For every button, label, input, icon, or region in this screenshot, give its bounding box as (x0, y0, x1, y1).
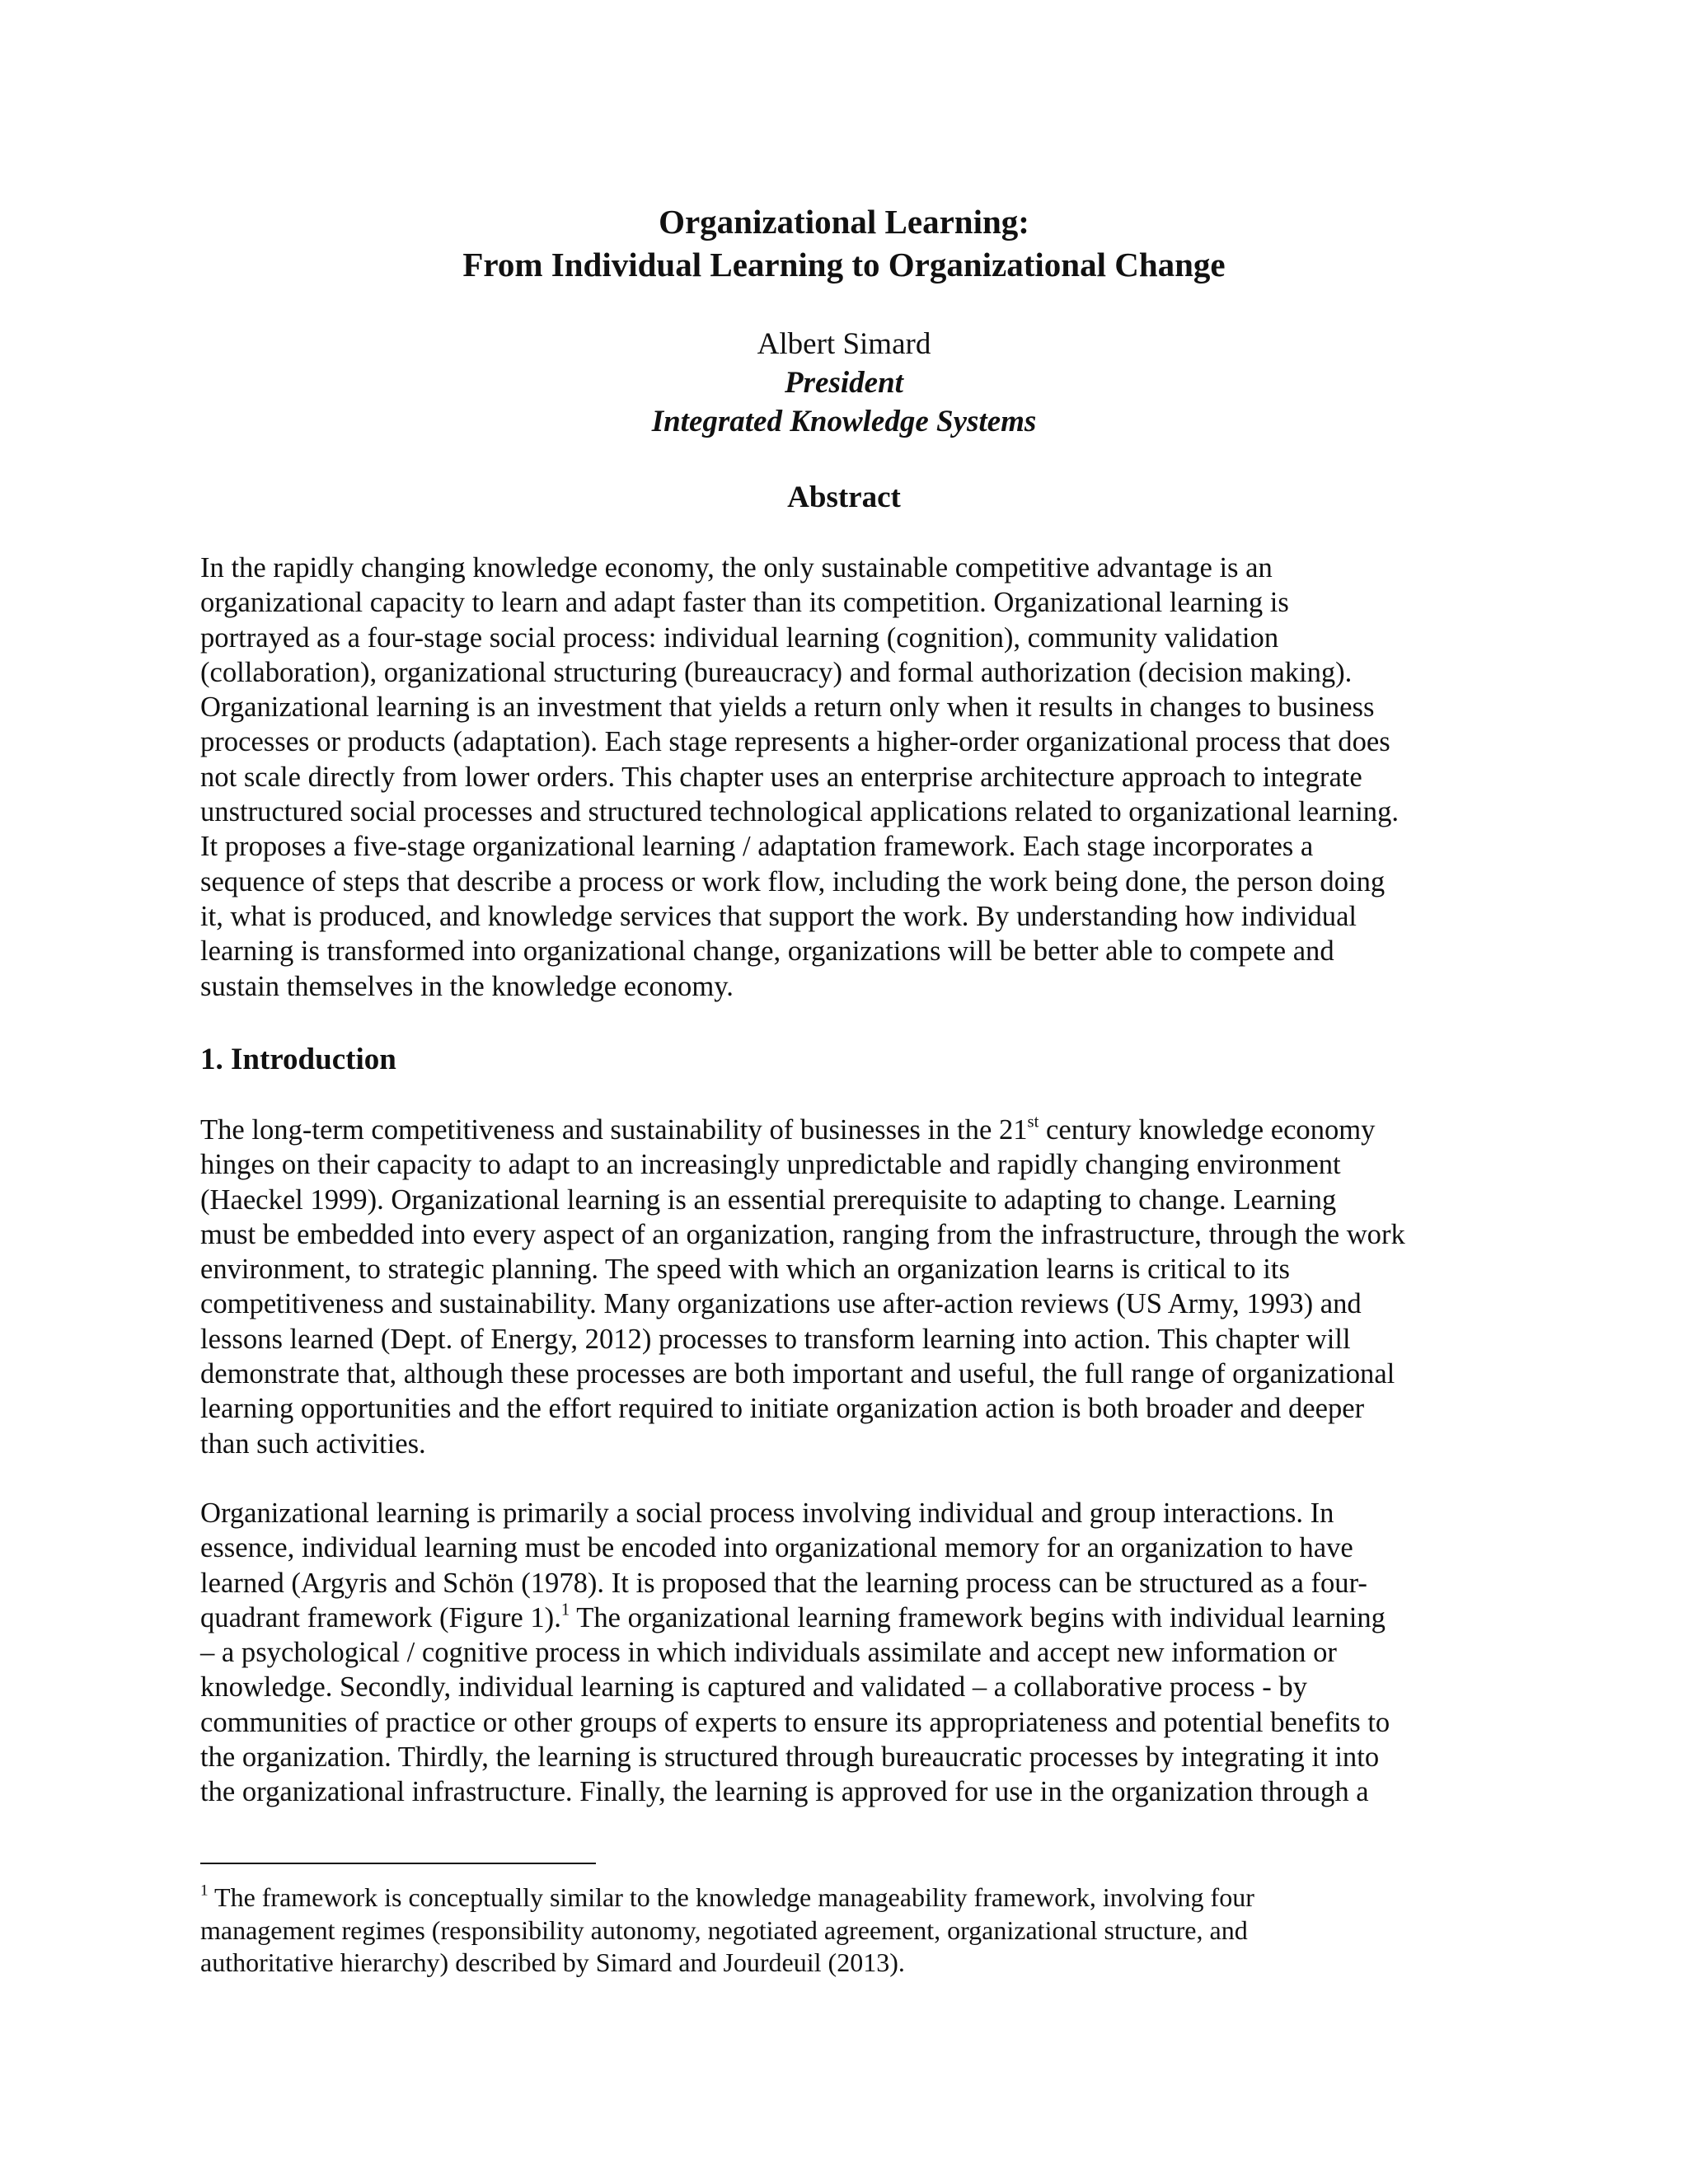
abstract-line: sequence of steps that describe a process or work flow, including the work being done, the person doing (200, 865, 1386, 898)
abstract-line: organizational capacity to learn and adapt faster than its competition. Organizational learning is (200, 587, 1289, 619)
paragraph-line: Organizational learning is primarily a social process involving individual and group interactions. In (200, 1497, 1334, 1529)
abstract-line: It proposes a five-stage organizational learning / adaptation framework. Each stage incorporates a (200, 831, 1314, 863)
abstract-line: unstructured social processes and structured technological applications related to organizational learning. (200, 796, 1400, 828)
paragraph-line (200, 1601, 1488, 1635)
abstract-heading: Abstract (787, 480, 901, 514)
title-line-2: From Individual Learning to Organizational Change (462, 246, 1226, 284)
author-role: President (785, 366, 903, 400)
abstract-line: sustain themselves in the knowledge economy. (200, 970, 734, 1002)
abstract-line: In the rapidly changing knowledge economy, the only sustainable competitive advantage is an (200, 552, 1273, 583)
footnote (200, 1882, 1488, 1980)
text-run: quadrant framework (Figure 1). (200, 1601, 561, 1633)
text-run: The organizational learning framework begins with individual learning (570, 1601, 1386, 1633)
paragraph-line: – a psychological / cognitive process in which individuals assimilate and accept new information or (200, 1637, 1337, 1669)
paragraph-line: learning opportunities and the effort required to initiate organization action is both broader and deeper (200, 1393, 1365, 1425)
superscript-st: st (1027, 1113, 1039, 1132)
paragraph-line: environment, to strategic planning. The speed with which an organization learns is critical to its (200, 1254, 1290, 1286)
footnote-reference[interactable]: 1 (560, 1601, 570, 1619)
text-run: The framework is conceptually similar to the knowledge manageability framework, involving four (208, 1882, 1254, 1912)
author-organization: Integrated Knowledge Systems (651, 405, 1037, 438)
footnote-line: authoritative hierarchy) described by Simard and Jourdeuil (2013). (200, 1947, 905, 1977)
introduction-paragraph-2 (200, 1496, 1488, 1810)
paragraph-line: essence, individual learning must be encoded into organizational memory for an organization to have (200, 1532, 1353, 1564)
abstract-paragraph (200, 551, 1488, 1004)
paragraph-line: knowledge. Secondly, individual learning is captured and validated – a collaborative process - by (200, 1671, 1308, 1704)
abstract-line: not scale directly from lower orders. This chapter uses an enterprise architecture approach to integrate (200, 761, 1362, 793)
abstract-line: it, what is produced, and knowledge services that support the work. By understanding how individual (200, 900, 1357, 932)
paragraph-line: learned (Argyris and Schön (1978). It is proposed that the learning process can be structured as a four- (200, 1567, 1367, 1599)
paragraph-line (200, 1113, 1488, 1147)
abstract-line: learning is transformed into organizational change, organizations will be better able to compete and (200, 935, 1334, 968)
paragraph-line: communities of practice or other groups of experts to ensure its appropriateness and potential benefits to (200, 1706, 1390, 1738)
footnote-line: management regimes (responsibility autonomy, negotiated agreement, organizational structure, and (200, 1915, 1248, 1945)
footnote-divider (200, 1863, 596, 1864)
text-run: century knowledge economy (1039, 1114, 1376, 1146)
paragraph-line: must be embedded into every aspect of an organization, ranging from the infrastructure, through the work (200, 1218, 1405, 1250)
abstract-line: processes or products (adaptation). Each stage represents a higher-order organizational process that does (200, 726, 1390, 758)
paragraph-line: lessons learned (Dept. of Energy, 2012) processes to transform learning into action. This chapter will (200, 1323, 1351, 1355)
introduction-paragraph-1 (200, 1113, 1488, 1461)
footnote-marker: 1 (200, 1882, 209, 1900)
title-line-1: Organizational Learning: (659, 203, 1029, 241)
abstract-line: Organizational learning is an investment that yields a return only when it results in changes to business (200, 691, 1375, 724)
paragraph-line: hinges on their capacity to adapt to an increasingly unpredictable and rapidly changing environment (200, 1149, 1341, 1181)
section-heading-introduction: 1. Introduction (200, 1043, 396, 1076)
text-run: The long-term competitiveness and sustainability of businesses in the 21 (200, 1114, 1028, 1146)
paragraph-line: (Haeckel 1999). Organizational learning is an essential prerequisite to adapting to change. Learning (200, 1183, 1337, 1216)
paragraph-line: than such activities. (200, 1427, 426, 1460)
paragraph-line: competitiveness and sustainability. Many organizations use after-action reviews (US Army, 1993) and (200, 1288, 1362, 1320)
paragraph-line: the organizational infrastructure. Finally, the learning is approved for use in the organization through a (200, 1776, 1369, 1808)
abstract-line: (collaboration), organizational structuring (bureaucracy) and formal authorization (decision making). (200, 656, 1353, 688)
paragraph-line: the organization. Thirdly, the learning is structured through bureaucratic processes by integrating it into (200, 1741, 1380, 1774)
author-name: Albert Simard (757, 327, 931, 361)
paragraph-line: demonstrate that, although these processes are both important and useful, the full range of organizational (200, 1358, 1395, 1390)
footnote-line (200, 1882, 1488, 1915)
abstract-line: portrayed as a four-stage social process: individual learning (cognition), community validation (200, 621, 1279, 654)
